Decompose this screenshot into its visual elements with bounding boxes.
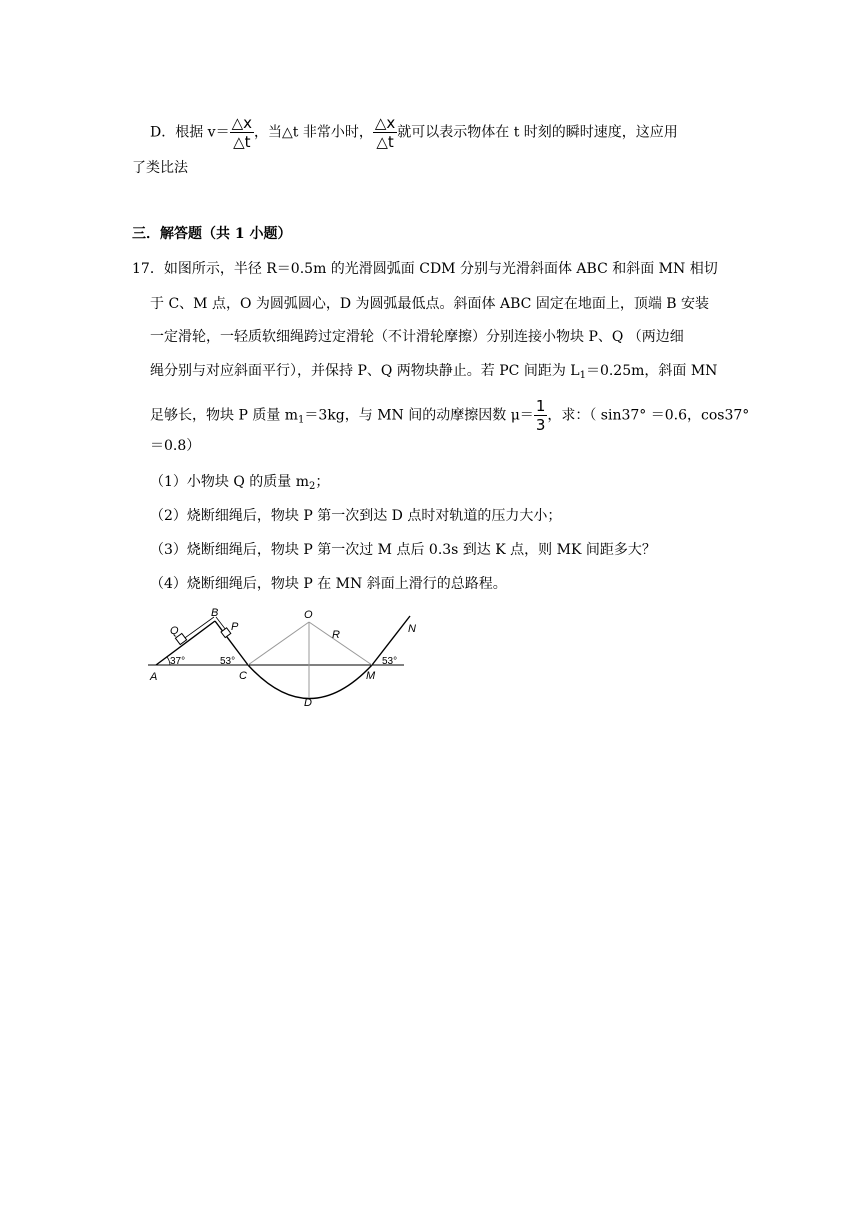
radius-om xyxy=(309,622,372,665)
question-3: （3）烧断细绳后，物块 P 第一次过 M 点后 0.3s 到达 K 点，则 MK 间距多大？ xyxy=(150,542,656,558)
fraction-numerator: △x xyxy=(374,114,396,132)
label-p: P xyxy=(231,621,239,633)
problem-line-4-text: 绳分别与对应斜面平行），并保持 P、Q 两物块静止。若 PC 间距为 L xyxy=(150,363,580,379)
label-b: B xyxy=(211,607,219,619)
problem-line-5-text-a: 足够长，物块 P 质量 m xyxy=(150,407,299,424)
question-1 xyxy=(150,472,329,497)
label-d: D xyxy=(304,697,312,709)
physics-diagram xyxy=(144,604,424,714)
rope-q xyxy=(182,617,214,640)
problem-line-5-text-b: ＝3kg，与 MN 间的动摩擦因数 μ＝ xyxy=(304,407,534,424)
question-1-text: （1）小物块 Q 的质量 m xyxy=(150,474,310,490)
subscript: 1 xyxy=(298,414,305,426)
fraction-denominator: △t xyxy=(376,133,394,151)
label-m: M xyxy=(366,670,376,682)
label-q: Q xyxy=(170,625,179,637)
problem-line-3: 一定滑轮，一轻质软细绳跨过定滑轮（不计滑轮摩擦）分别连接小物块 P、Q （两边细 xyxy=(150,329,684,345)
problem-line-4-text-b: ＝0.25m，斜面 MN xyxy=(585,363,718,379)
problem-line-1: 17．如图所示，半径 R＝0.5m 的光滑圆弧面 CDM 分别与光滑斜面体 ABC 和斜面 MN 相切 xyxy=(132,261,718,277)
label-r: R xyxy=(332,629,340,641)
problem-line-5 xyxy=(150,397,749,434)
label-a: A xyxy=(150,671,158,683)
angle-label-m: 53° xyxy=(382,656,398,667)
question-1-end: ； xyxy=(315,474,330,490)
label-c: C xyxy=(239,670,247,682)
incline-ab xyxy=(156,621,215,665)
subscript: 2 xyxy=(309,481,316,492)
label-n: N xyxy=(408,623,416,635)
option-d-text-1: D．根据 v＝ xyxy=(150,124,230,141)
angle-label-c: 53° xyxy=(220,656,236,667)
fraction-numerator: △x xyxy=(231,114,253,132)
question-2: （2）烧断细绳后，物块 P 第一次到达 D 点时对轨道的压力大小； xyxy=(150,508,562,524)
fraction-denominator: △t xyxy=(233,133,251,151)
radius-oc xyxy=(248,622,309,665)
problem-line-2: 于 C、M 点，O 为圆弧圆心，D 为圆弧最低点。斜面体 ABC 固定在地面上，顶端 B 安装 xyxy=(150,296,710,312)
section-title: 三．解答题（共 1 小题） xyxy=(132,226,292,242)
block-p xyxy=(221,628,231,638)
question-4: （4）烧断细绳后，物块 P 在 MN 斜面上滑行的总路程。 xyxy=(150,576,507,592)
velocity-fraction xyxy=(230,114,254,151)
mu-fraction xyxy=(534,397,548,434)
fraction-denominator: 3 xyxy=(535,416,546,434)
option-d-text-3: 就可以表示物体在 t 时刻的瞬时速度，这应用 xyxy=(397,124,678,141)
problem-line-5-text-c: ，求：（ sin37° ＝0.6，cos37° xyxy=(547,407,750,424)
label-o: O xyxy=(304,609,313,621)
problem-line-4 xyxy=(150,361,717,386)
problem-line-6: ＝0.8） xyxy=(150,438,201,454)
subscript: 1 xyxy=(579,370,586,381)
velocity-fraction-2 xyxy=(373,114,397,151)
option-d-line2: 了类比法 xyxy=(132,160,188,176)
option-d-line1 xyxy=(150,114,678,151)
angle-label-a: 37° xyxy=(170,656,186,667)
fraction-numerator: 1 xyxy=(535,397,546,415)
arc-cdm xyxy=(248,665,372,699)
option-d-text-2: ，当△t 非常小时， xyxy=(254,124,373,141)
